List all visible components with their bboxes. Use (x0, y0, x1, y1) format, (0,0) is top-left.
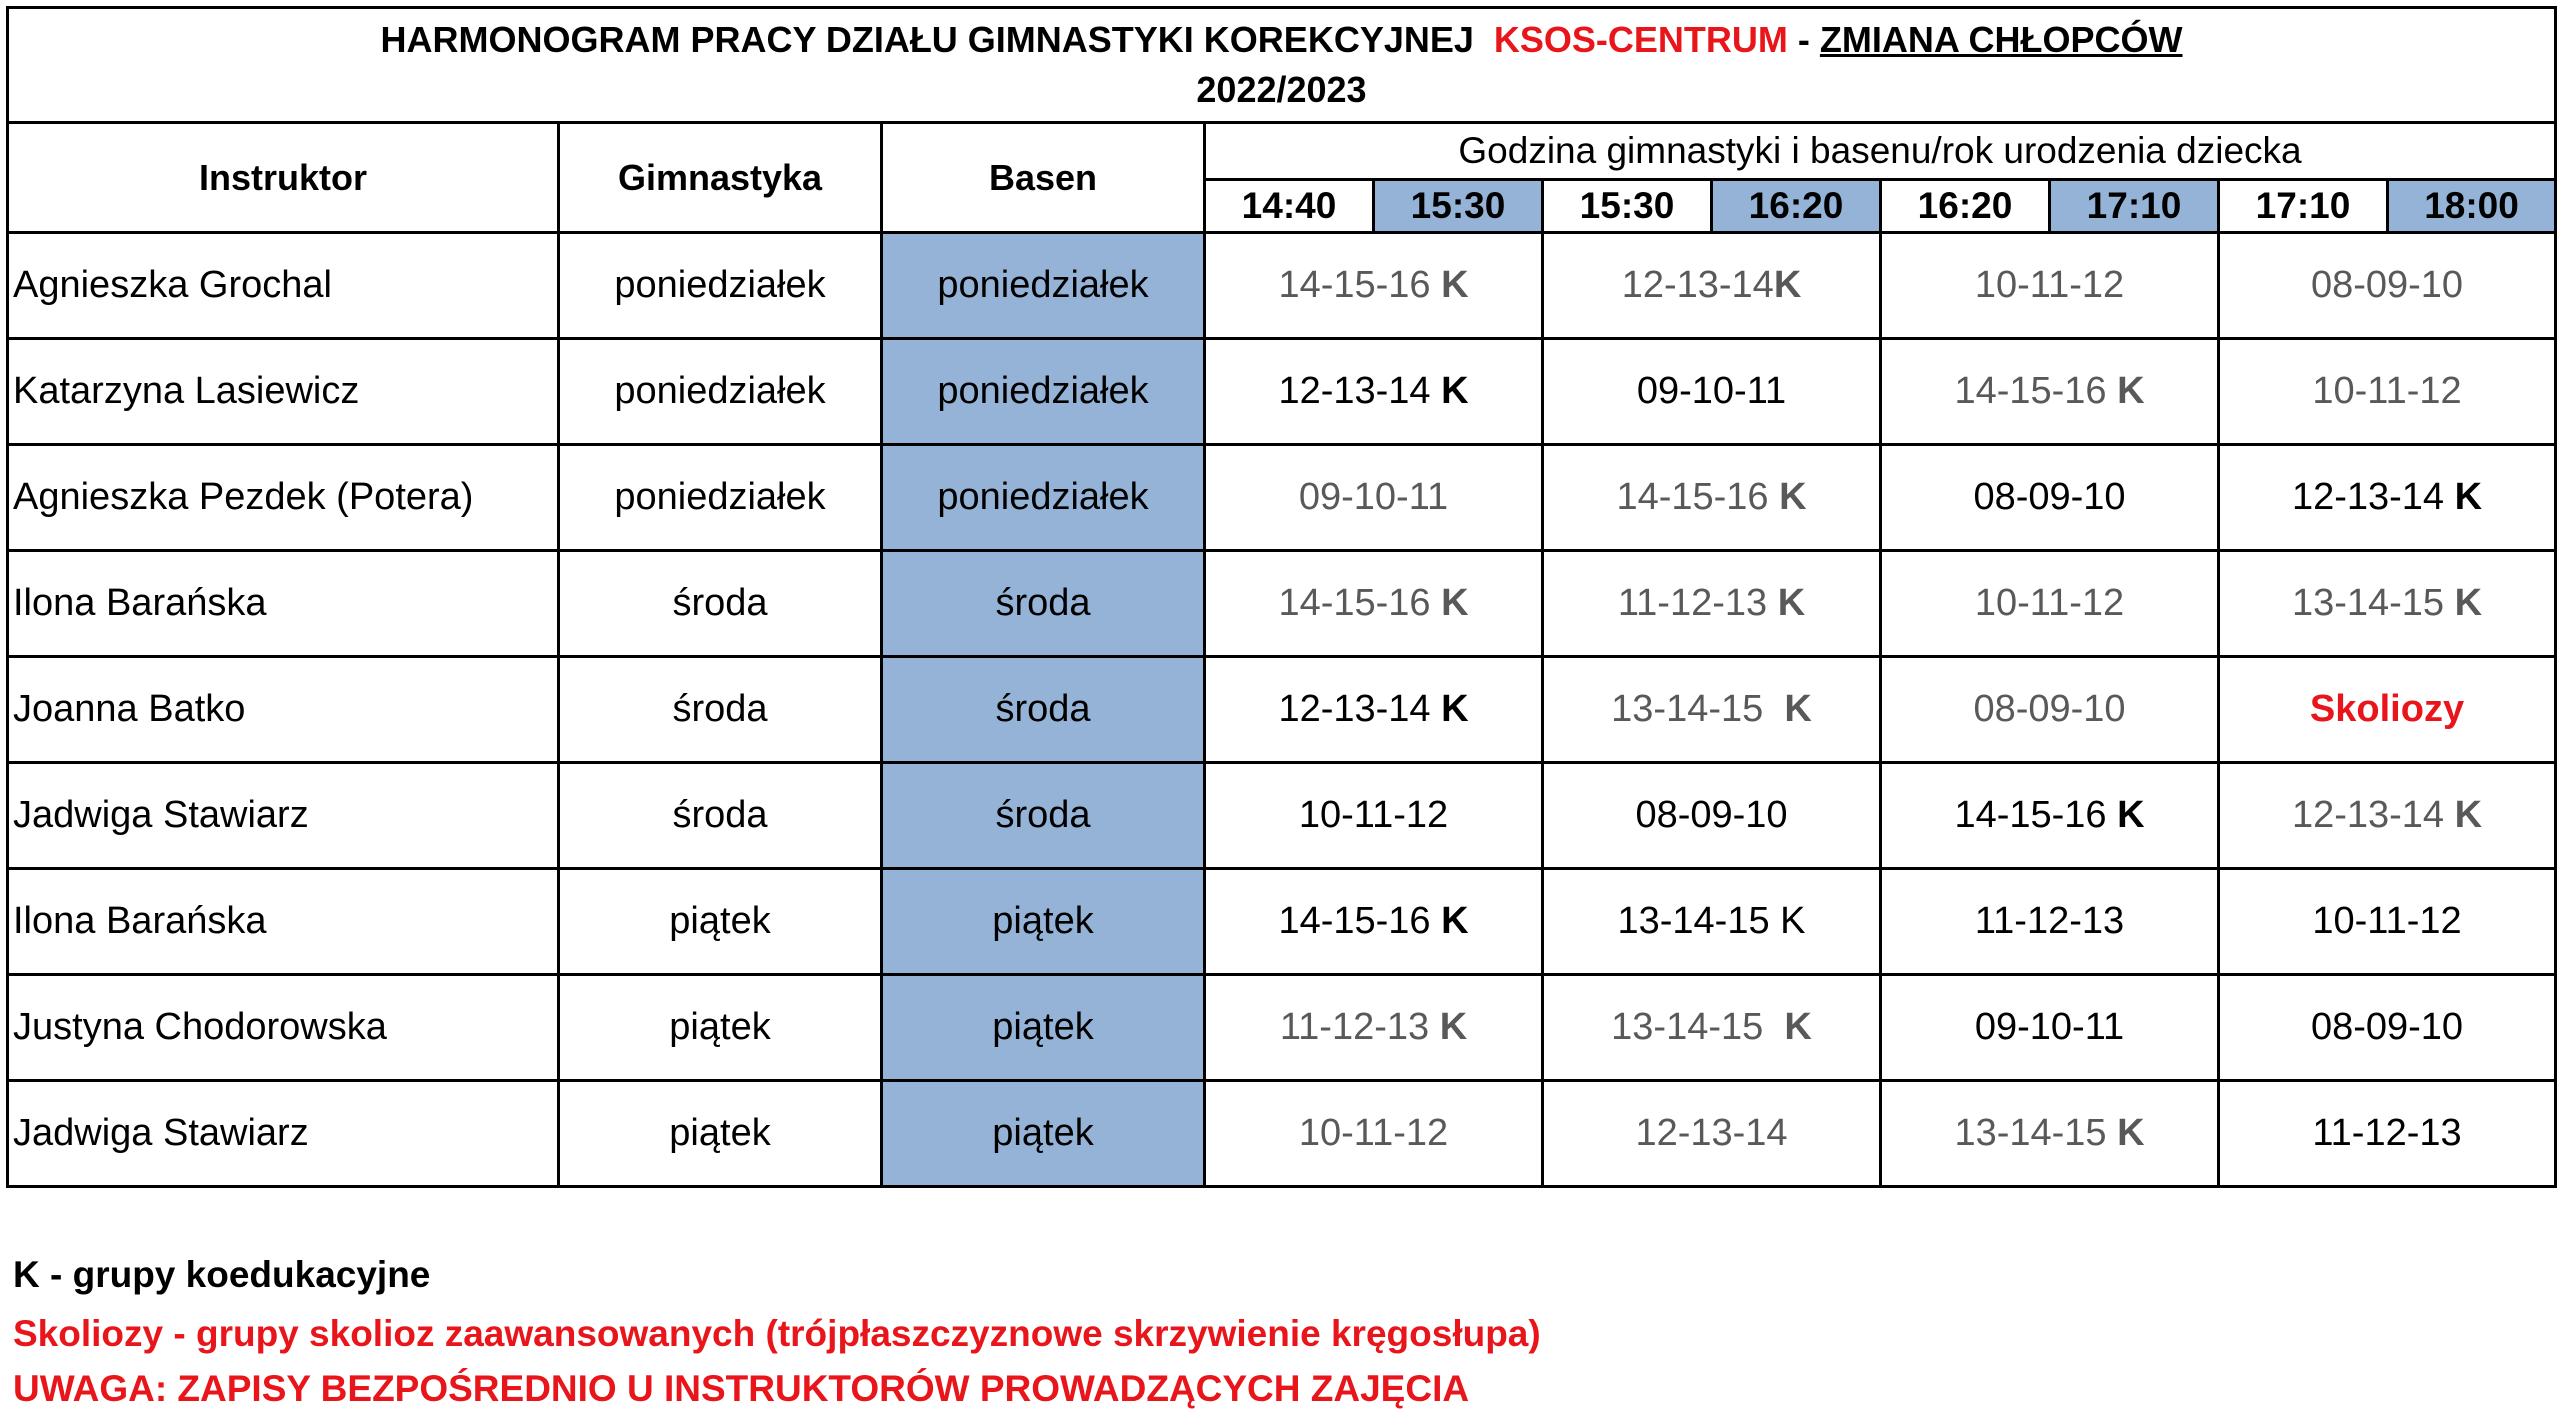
table-row (8, 975, 2556, 1081)
slot-k: K (2444, 582, 2483, 624)
slot-cell (2219, 445, 2556, 551)
slot-cell (2219, 339, 2556, 445)
slot-k: K (1430, 582, 1469, 624)
slot-years: 12-13-14 (1635, 1112, 1788, 1154)
pool-day: piątek (882, 1081, 1205, 1187)
slot-cell (1205, 233, 1543, 339)
instructor-name: Joanna Batko (8, 657, 559, 763)
slot-k: K (1429, 1006, 1468, 1048)
gym-day: środa (559, 763, 882, 869)
title-center: KSOS-CENTRUM (1493, 19, 1788, 60)
gym-day: piątek (559, 1081, 882, 1187)
time-end-3: 17:10 (2050, 180, 2219, 233)
gym-day: piątek (559, 975, 882, 1081)
slot-k: K (1763, 688, 1812, 730)
slot-cell (1543, 551, 1881, 657)
gym-day: środa (559, 657, 882, 763)
slot-years: 11-12-13 (1974, 900, 2125, 942)
slot-cell (1881, 975, 2219, 1081)
slot-cell (1881, 869, 2219, 975)
instructor-name: Justyna Chodorowska (8, 975, 559, 1081)
time-end-2: 16:20 (1712, 180, 1881, 233)
slot-years: 08-09-10 (1973, 688, 2126, 730)
slot-years: 13-14-15 (1611, 688, 1764, 730)
legend-uwaga: UWAGA: ZAPISY BEZPOŚREDNIO U INSTRUKTORÓW PROWADZĄCYCH ZAJĘCIA (13, 1368, 1470, 1409)
slot-years: 09-10-11 (1974, 1006, 2125, 1048)
slot-years: 14-15-16 (1954, 794, 2107, 836)
slot-years: 12-13-14 (1278, 688, 1431, 730)
slot-years: 08-09-10 (2310, 1006, 2464, 1048)
slot-years: 11-12-13 (1279, 1006, 1430, 1048)
table-row (8, 763, 2556, 869)
slot-cell (1205, 869, 1543, 975)
instructor-name: Agnieszka Grochal (8, 233, 559, 339)
slot-cell (1881, 233, 2219, 339)
slot-years: 09-10-11 (1636, 370, 1787, 412)
slot-years: 12-13-14 (1278, 370, 1431, 412)
gym-day: poniedziałek (559, 339, 882, 445)
slot-years: 14-15-16 (1278, 900, 1431, 942)
slot-years: 10-11-12 (1298, 1112, 1449, 1154)
slot-k: K (1430, 370, 1469, 412)
table-row (8, 339, 2556, 445)
slot-cell-skoliozy (2219, 657, 2556, 763)
time-start-1: 14:40 (1205, 180, 1374, 233)
header-pool: Basen (882, 123, 1205, 233)
title-prefix: HARMONOGRAM PRACY DZIAŁU GIMNASTYKI KOREKCYJNEJ (380, 19, 1474, 60)
gym-day: piątek (559, 869, 882, 975)
pool-day: środa (882, 551, 1205, 657)
slot-years: 13-14-15 (1611, 1006, 1764, 1048)
title-shift: ZMIANA CHŁOPCÓW (1819, 19, 2183, 60)
schedule-sheet (6, 6, 2557, 1188)
slot-cell (1205, 445, 1543, 551)
slot-years: 12-13-14 (2291, 476, 2445, 518)
slot-cell (1543, 445, 1881, 551)
slot-k: K (1430, 900, 1469, 942)
slot-years: 08-09-10 (1973, 476, 2126, 518)
pool-day: poniedziałek (882, 233, 1205, 339)
slot-cell (1205, 339, 1543, 445)
slot-years: 12-13-14 (2291, 794, 2445, 836)
slot-years: 14-15-16 (1954, 370, 2107, 412)
gym-day: poniedziałek (559, 233, 882, 339)
slot-k: K (1430, 264, 1469, 306)
slot-years: 12-13-14 (1621, 264, 1774, 306)
slot-years: 08-09-10 (1635, 794, 1788, 836)
slot-cell (1543, 763, 1881, 869)
slot-k: K (2444, 476, 2483, 518)
slot-cell (1881, 551, 2219, 657)
slot-cell (2219, 551, 2556, 657)
slot-cell (1543, 339, 1881, 445)
slot-years: Skoliozy (2309, 688, 2465, 730)
slot-years: 08-09-10 (2310, 264, 2464, 306)
slot-cell (1205, 1081, 1543, 1187)
slot-k: K (1767, 582, 1806, 624)
time-end-1: 15:30 (1374, 180, 1543, 233)
slot-cell (1881, 657, 2219, 763)
instructor-name: Ilona Barańska (8, 869, 559, 975)
slot-k: K (1768, 476, 1807, 518)
title-cell (8, 8, 2556, 123)
slot-years: 11-12-13 (1617, 582, 1768, 624)
table-row (8, 657, 2556, 763)
slot-cell (1881, 445, 2219, 551)
title-year: 2022/2023 (1196, 69, 1367, 110)
table-row (8, 551, 2556, 657)
legend-k: K - grupy koedukacyjne (13, 1254, 431, 1295)
slot-years: 10-11-12 (1974, 264, 2125, 306)
slot-cell (2219, 975, 2556, 1081)
instructor-name: Agnieszka Pezdek (Potera) (8, 445, 559, 551)
slot-k: K (2106, 1112, 2145, 1154)
slot-cell (1543, 975, 1881, 1081)
gym-day: poniedziałek (559, 445, 882, 551)
slot-years: 10-11-12 (2312, 370, 2462, 412)
slot-years: 10-11-12 (1974, 582, 2125, 624)
header-gym: Gimnastyka (559, 123, 882, 233)
slot-years: 14-15-16 (1616, 476, 1769, 518)
slot-cell (1881, 339, 2219, 445)
instructor-name: Jadwiga Stawiarz (8, 1081, 559, 1187)
title-dash: - (1787, 19, 1820, 60)
instructor-name: Jadwiga Stawiarz (8, 763, 559, 869)
legend-skoliozy: Skoliozy - grupy skolioz zaawansowanych (trójpłaszczyznowe skrzywienie kręgosłupa) (13, 1313, 1541, 1354)
slot-years: 09-10-11 (1298, 476, 1449, 518)
gym-day: środa (559, 551, 882, 657)
pool-day: poniedziałek (882, 445, 1205, 551)
table-row (8, 1081, 2556, 1187)
time-end-4: 18:00 (2388, 180, 2556, 233)
pool-day: środa (882, 763, 1205, 869)
instructor-name: Katarzyna Lasiewicz (8, 339, 559, 445)
slot-k: K (2106, 370, 2145, 412)
slot-years: 13-14-15 (1954, 1112, 2107, 1154)
slot-cell (2219, 233, 2556, 339)
slot-cell (1543, 233, 1881, 339)
slot-cell (1543, 657, 1881, 763)
time-start-2: 15:30 (1543, 180, 1712, 233)
pool-day: poniedziałek (882, 339, 1205, 445)
header-slots-caption: Godzina gimnastyki i basenu/rok urodzenia dziecka (1205, 123, 2556, 180)
table-row (8, 233, 2556, 339)
slot-years: 13-14-15 K (1617, 900, 1806, 942)
page-title (9, 15, 2554, 65)
table-row (8, 445, 2556, 551)
slot-cell (1881, 763, 2219, 869)
slot-years: 10-11-12 (2312, 900, 2462, 942)
slot-years: 13-14-15 (2291, 582, 2445, 624)
slot-years: 14-15-16 (1278, 264, 1431, 306)
slot-cell (1543, 1081, 1881, 1187)
instructor-name: Ilona Barańska (8, 551, 559, 657)
slot-cell (2219, 869, 2556, 975)
time-start-4: 17:10 (2219, 180, 2388, 233)
slot-k: K (2444, 794, 2483, 836)
pool-day: środa (882, 657, 1205, 763)
slot-cell (1205, 657, 1543, 763)
slot-cell (1205, 551, 1543, 657)
slot-years: 10-11-12 (1298, 794, 1449, 836)
slot-k: K (1430, 688, 1469, 730)
slot-k: K (1763, 1006, 1812, 1048)
slot-cell (1881, 1081, 2219, 1187)
pool-day: piątek (882, 869, 1205, 975)
slot-cell (2219, 763, 2556, 869)
slot-years: 11-12-13 (2312, 1112, 2462, 1154)
time-start-3: 16:20 (1881, 180, 2050, 233)
slot-cell (1205, 763, 1543, 869)
schedule-table (6, 6, 2557, 1188)
slot-cell (2219, 1081, 2556, 1187)
slot-k: K (1773, 264, 1802, 306)
table-row (8, 869, 2556, 975)
slot-cell (1205, 975, 1543, 1081)
slot-years: 14-15-16 (1278, 582, 1431, 624)
pool-day: piątek (882, 975, 1205, 1081)
header-instructor: Instruktor (8, 123, 559, 233)
slot-cell (1543, 869, 1881, 975)
slot-k: K (2106, 794, 2145, 836)
